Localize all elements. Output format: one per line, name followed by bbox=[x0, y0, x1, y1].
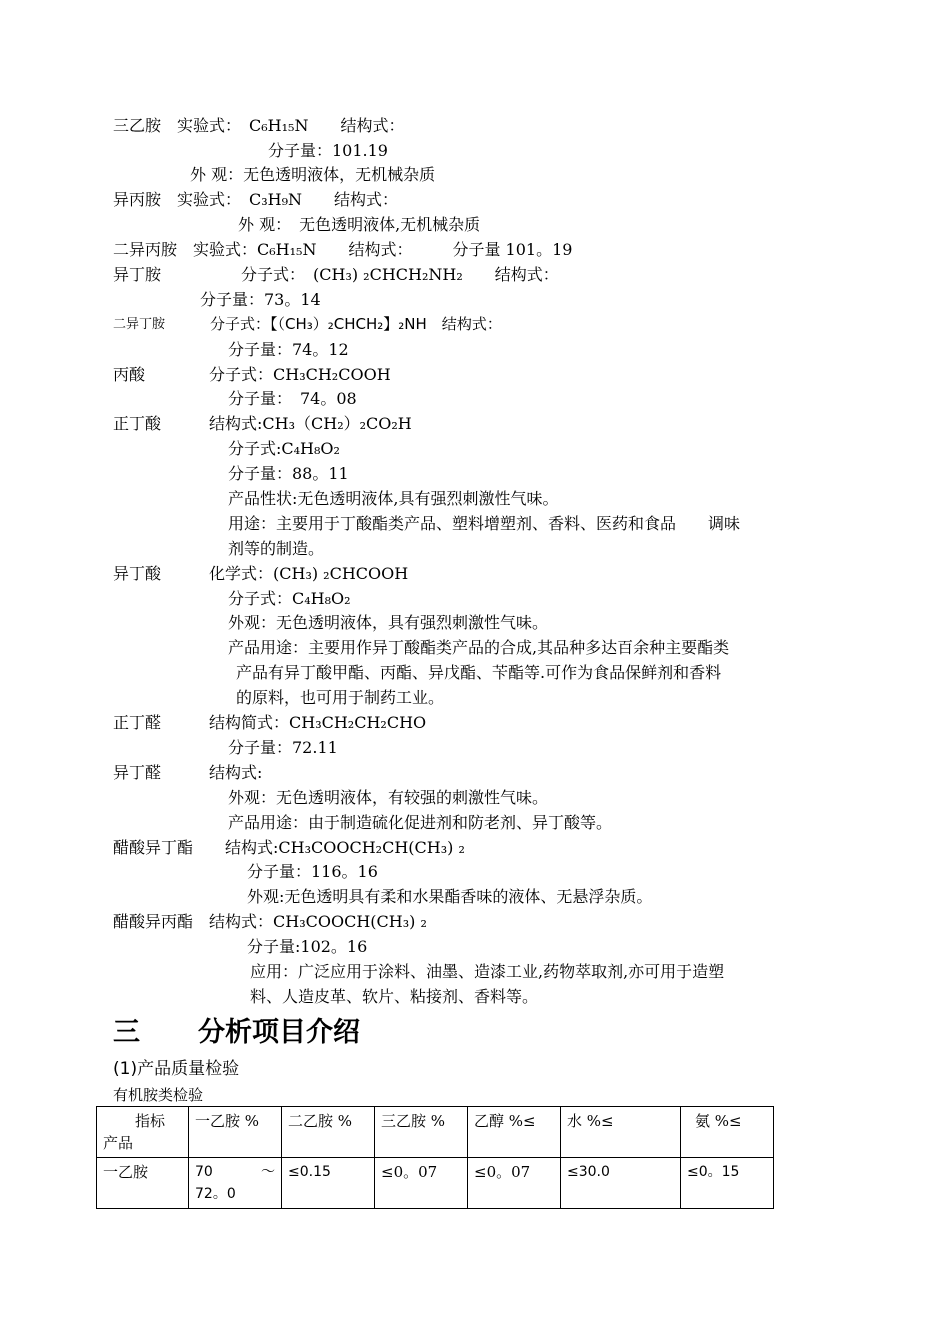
isobutylamine-mw: 分子量：73。14 bbox=[200, 290, 321, 309]
amine-spec-table bbox=[96, 1106, 774, 1209]
isopropylamine-appearance: 外 观： 无色透明液体,无机械杂质 bbox=[238, 215, 481, 234]
isobutyric-acid-use-3: 的原料，也可用于制药工业。 bbox=[236, 688, 445, 707]
butyric-acid-properties: 产品性状:无色透明液体,具有强烈刺激性气味。 bbox=[228, 489, 559, 508]
triethylamine-line: 三乙胺 实验式： C₆H₁₅N 结构式： bbox=[113, 116, 405, 135]
propionic-acid-mw: 分子量： 74。08 bbox=[228, 389, 357, 408]
range-low: 70 bbox=[195, 1164, 213, 1180]
butyric-acid-mw: 分子量：88。11 bbox=[228, 464, 349, 483]
header-ethanol: 乙醇 %≤ bbox=[468, 1107, 561, 1158]
subsection-heading: (1)产品质量检验 bbox=[113, 1059, 240, 1079]
range-high: 72。0 bbox=[195, 1186, 236, 1202]
isobutyraldehyde-appearance: 外观：无色透明液体，有较强的刺激性气味。 bbox=[228, 788, 549, 807]
butyric-acid-line: 正丁酸 结构式:CH₃（CH₂）₂CO₂H bbox=[113, 414, 412, 433]
table-row bbox=[97, 1158, 774, 1209]
diisobutylamine-formula: 分子式：【（CH₃）₂CHCH₂】₂NH 结构式： bbox=[210, 315, 502, 333]
isopropylamine-line: 异丙胺 实验式： C₃H₉N 结构式： bbox=[113, 190, 399, 209]
isopropyl-acetate-use-2: 料、人造皮革、软片、粘接剂、香料等。 bbox=[250, 987, 539, 1006]
header-water: 水 %≤ bbox=[561, 1107, 681, 1158]
diisobutylamine-label: 二异丁胺 bbox=[113, 317, 166, 332]
section-number: 三 bbox=[113, 1017, 140, 1048]
butyric-acid-use-2: 剂等的制造。 bbox=[228, 539, 325, 558]
corner-indicator-label: 指标 bbox=[135, 1112, 166, 1130]
isobutyl-acetate-line: 醋酸异丁酯 结构式:CH₃COOCH₂CH(CH₃) ₂ bbox=[113, 838, 465, 857]
isobutylamine-line: 异丁胺 分子式： (CH₃) ₂CHCH₂NH₂ 结构式： bbox=[113, 265, 559, 284]
butyraldehyde-line: 正丁醛 结构简式：CH₃CH₂CH₂CHO bbox=[113, 713, 427, 732]
butyraldehyde-mw: 分子量：72.11 bbox=[228, 738, 338, 757]
diisopropylamine-line: 二异丙胺 实验式：C₆H₁₅N 结构式： 分子量 101。19 bbox=[113, 240, 573, 259]
isobutyric-acid-appearance: 外观：无色透明液体，具有强烈刺激性气味。 bbox=[228, 613, 549, 632]
section-heading bbox=[113, 1014, 360, 1052]
row-triethylamine-value: ≤0。07 bbox=[375, 1158, 468, 1209]
diisobutylamine-mw: 分子量：74。12 bbox=[228, 340, 349, 359]
isobutyric-acid-use-1: 产品用途：主要用作异丁酸酯类产品的合成,其品种多达百余种主要酯类 bbox=[228, 638, 730, 657]
row-ethanol-value: ≤0。07 bbox=[468, 1158, 561, 1209]
row-water-value: ≤30.0 bbox=[561, 1158, 681, 1209]
isopropyl-acetate-line: 醋酸异丙酯 结构式：CH₃COOCH(CH₃) ₂ bbox=[113, 912, 427, 931]
isobutyric-acid-use-2: 产品有异丁酸甲酯、丙酯、异戊酯、苄酯等.可作为食品保鲜剂和香料 bbox=[236, 663, 722, 682]
header-triethylamine: 三乙胺 % bbox=[375, 1107, 468, 1158]
isopropyl-acetate-mw: 分子量:102。16 bbox=[247, 937, 368, 956]
isobutyric-acid-line: 异丁酸 化学式：(CH₃) ₂CHCOOH bbox=[113, 564, 409, 583]
isobutyl-acetate-appearance: 外观:无色透明具有柔和水果酯香味的液体、无悬浮杂质。 bbox=[247, 887, 653, 906]
isobutyric-acid-formula: 分子式：C₄H₈O₂ bbox=[228, 589, 351, 608]
isobutyraldehyde-use: 产品用途：由于制造硫化促进剂和防老剂、异丁酸等。 bbox=[228, 813, 613, 832]
row-product: 一乙胺 bbox=[97, 1158, 189, 1209]
triethylamine-mw: 分子量：101.19 bbox=[268, 141, 388, 160]
range-separator: ～ bbox=[261, 1164, 275, 1180]
table-header-row bbox=[97, 1107, 774, 1158]
section-title: 分析项目介绍 bbox=[198, 1017, 360, 1048]
isobutyl-acetate-mw: 分子量：116。16 bbox=[247, 862, 378, 881]
row-monoethylamine-range bbox=[189, 1158, 282, 1209]
butyric-acid-use-1: 用途：主要用于丁酸酯类产品、塑料增塑剂、香料、医药和食品 调味 bbox=[228, 514, 741, 533]
header-diethylamine: 二乙胺 % bbox=[282, 1107, 375, 1158]
butyric-acid-formula: 分子式:C₄H₈O₂ bbox=[228, 439, 340, 458]
table-corner-cell bbox=[97, 1107, 189, 1158]
table-caption: 有机胺类检验 bbox=[113, 1086, 204, 1104]
isobutyraldehyde-line: 异丁醛 结构式: bbox=[113, 763, 263, 782]
corner-product-label: 产品 bbox=[103, 1134, 134, 1152]
header-monoethylamine: 一乙胺 % bbox=[189, 1107, 282, 1158]
header-ammonia: 氨 %≤ bbox=[681, 1107, 774, 1158]
row-ammonia-value: ≤0。15 bbox=[681, 1158, 774, 1209]
row-diethylamine-value: ≤0.15 bbox=[282, 1158, 375, 1209]
isopropyl-acetate-use-1: 应用：广泛应用于涂料、油墨、造漆工业,药物萃取剂,亦可用于造塑 bbox=[250, 962, 725, 981]
triethylamine-appearance: 外 观：无色透明液体，无机械杂质 bbox=[190, 165, 436, 184]
propionic-acid-line: 丙酸 分子式：CH₃CH₂COOH bbox=[113, 365, 391, 384]
